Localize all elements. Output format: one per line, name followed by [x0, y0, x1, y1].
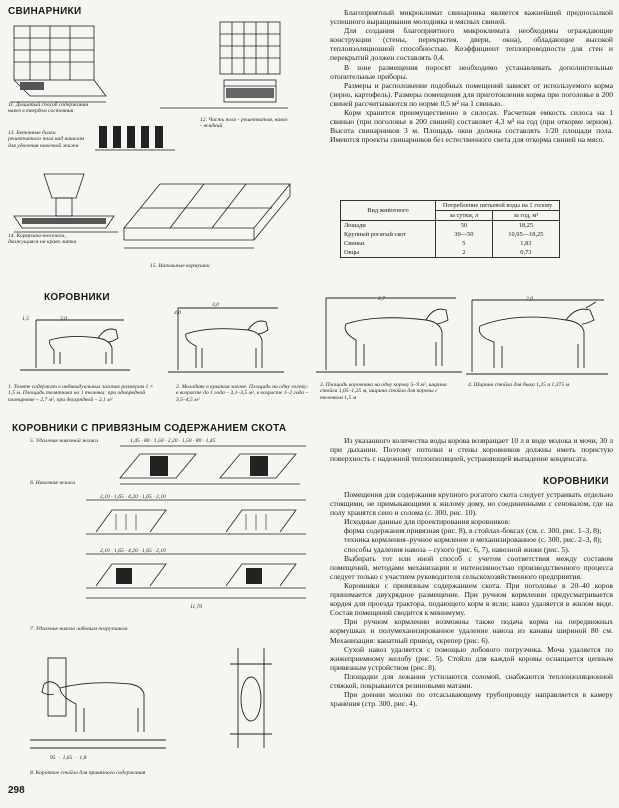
- calf-dim-width: 1,5: [22, 316, 29, 322]
- fig11-pig-pen-drawing: [10, 18, 110, 106]
- dim: 2,10: [156, 548, 166, 554]
- right-top-text: [330, 8, 613, 144]
- dim: 4,20: [128, 494, 138, 500]
- cow-dim-length: 2,7: [378, 296, 385, 302]
- dim: 2,10: [156, 494, 166, 500]
- pigs-section-title: СВИНАРНИКИ: [8, 6, 82, 17]
- tethered-section-title: КОРОВНИКИ С ПРИВЯЗНЫМ СОДЕРЖАНИЕМ СКОТА: [12, 423, 287, 434]
- dim: 2,10: [100, 548, 110, 554]
- paragraph: Выбирать тот или иной способ с учетом соответствия между составом помещений, методами механизации и интенсивностью производственного процесса следует только с участием руководителя сельскохозяйственного предприятия.: [330, 553, 613, 581]
- fig1-calf-drawing: [20, 312, 140, 382]
- paragraph: Из указанного количества воды корова возвращает 10 л в виде молока и мочи, 30 л при дыхании. Поэтому потолки и стены коровников должны иметь пористую поверхность с надежной теплоизоляцией, устраняющей выпадение конденсата.: [330, 436, 613, 464]
- table-header-need: Потребление питьевой воды на 1 голову: [436, 201, 560, 211]
- caption-14: 14. Кормушка-тележка, движущаяся на краях литки: [8, 233, 77, 246]
- paragraph: форма содержания привязная (рис. 8), в стойлах-боксах (см. с. 300, рис. 1–3, 8);: [344, 526, 602, 536]
- fig8-dims: 95 · 1,65 · 1,8: [50, 755, 87, 761]
- fig6-dims: 2,10 · 1,65 · 4,20 · 1,65 · 2,10: [100, 494, 166, 500]
- dim: 4,20: [128, 548, 138, 554]
- table-cell: Овцы: [341, 248, 436, 258]
- paragraph: Благоприятный микроклимат свинарника является важнейшей предпосылкой успешного выращивания молодняка и мясных свиней.: [330, 8, 613, 27]
- table-cell: 5: [436, 239, 493, 248]
- table-cell: 2: [436, 248, 493, 258]
- fig3-cow-drawing: [316, 290, 466, 382]
- dim: 1,65: [142, 494, 152, 500]
- table-row: [341, 239, 560, 248]
- paragraph: Помещения для содержания крупного рогатого скота следует устраивать отдельно стоящими, не примыкающими к жилому дому, но соединенными с сеновалом, где на полу хранятся сено и солома (с. 300, рис. 10).: [330, 490, 613, 518]
- caption-k8: 8. Короткое стойло для привязного содержания: [30, 770, 146, 776]
- right-bottom-text: [330, 490, 613, 708]
- fig15-floor-feeders-drawing: [120, 168, 295, 258]
- caption-k6: 6. Навозная жижа: [30, 480, 76, 486]
- caption-k7: 7. Удаление навоза лобовым погрузчиком: [30, 626, 128, 632]
- table-row: [341, 221, 560, 231]
- fig13-beams-drawing: [95, 112, 185, 152]
- water-consumption-table: [340, 200, 560, 258]
- table-cell: Лошади: [341, 221, 436, 231]
- table-cell: 50: [436, 221, 493, 231]
- table-cell: 1,83: [492, 239, 559, 248]
- table-cell: 30—50: [436, 230, 493, 239]
- total-dim: 11,70: [190, 604, 203, 610]
- table-row: [341, 248, 560, 258]
- fig2-heifer-drawing: [168, 300, 288, 382]
- caption-13: 13. Бетонные балки решетчатого пола над каналом для удаления навозной жижи: [8, 130, 85, 149]
- right-mid-text: [330, 436, 613, 463]
- table-header-year: за год, м³: [492, 211, 559, 221]
- fig7-dims: 2,10 · 1,65 · 4,20 · 1,65 · 2,10: [100, 548, 166, 554]
- paragraph: Размеры и расположение подобных помещений зависят от используемого корма (зерно, картофель). Размеры помещения для приготовления корма при поголовье в 200 свиней рассчитываются по норме 0,5 м² на 1 свинью.: [330, 80, 613, 108]
- table-row: [341, 230, 560, 239]
- dim: 1,65: [142, 548, 152, 554]
- dim: 80: [144, 438, 150, 444]
- caption-k5: 5. Удаление навозной жижи: [30, 438, 99, 444]
- caption-15: 15. Напольные кормушки: [150, 263, 210, 269]
- dim: 2,20: [167, 438, 178, 444]
- fig14-feeder-cart-drawing: [14, 168, 124, 238]
- dim: 2,10: [100, 494, 110, 500]
- caption-k1: 1. Теляте содержат в индивидуальных загонах размером 1 × 1,5 м. Площадь телятника на 1 теленка: при однорядной планировке – 2,7 м², при двухрядной – 2,1 м²: [8, 384, 154, 403]
- fig8-posts-drawing: [224, 644, 284, 756]
- dim: 1,65: [62, 755, 73, 761]
- paragraph: Площадки для лежания устилаются соломой, снабжаются теплоизоляционной стяжкой, покрываются резиновыми матами.: [330, 671, 613, 690]
- heifer-dim-length: 3,0: [212, 302, 219, 308]
- caption-k4: 4. Ширина стойла для быка 1,25 и 1,375 м: [468, 382, 570, 388]
- dim: 1,65: [114, 494, 124, 500]
- fig4-bull-drawing: [466, 292, 612, 382]
- paragraph: Коровники с привязным содержанием скота. При поголовье в 20–40 коров принимается двухрядное размещение. При ручном кормлении предусматривается кордея для проезда трактора, подающего корм в ясли; навоз удаляется в жилом виде. Состав помещений сводится к минимуму.: [330, 580, 613, 618]
- paragraph: В зоне размещения поросят необходимо устанавливать дополнительные отопительные приборы.: [330, 62, 613, 81]
- table-cell: 18,25: [492, 221, 559, 231]
- paragraph: Для создания благоприятного микроклимата необходимы ограждающие конструкции (стены, перекрытия, двери, окна), обладающие высокой теплоизоляционной способностью. Коэффициент теплопроводности для стен и перекрытий должен составлять 0,4.: [330, 26, 613, 63]
- page-number: 298: [8, 785, 25, 796]
- paragraph: техника кормления–ручное кормление и механизированное (с. 300, рис. 2–3, 8);: [344, 535, 602, 545]
- dim: 1,50: [153, 438, 164, 444]
- caption-12: 12. Часть пола - решетчатая, навоз - жидкий: [200, 117, 288, 130]
- paragraph: При ручном кормлении возможны также подача корма на передвижных кормушках и полумеханизированное удаление навоза из канавы шириной 80 см. Механизация: канатный привод, скрепер (рис. 6).: [330, 617, 613, 645]
- dim: 80: [195, 438, 202, 444]
- paragraph: При доении молоко по отсасывающему трубопроводу направляется в камеру хранения (стр. 300, рис. 4).: [330, 690, 613, 709]
- fig12-pig-pen-drawing: [160, 16, 290, 114]
- cows-right-section-title: КОРОВНИКИ: [543, 476, 609, 487]
- dim: 1,65: [114, 548, 124, 554]
- bull-dim-length: 2,0: [526, 296, 533, 302]
- table-header-day: за сутки, л: [436, 211, 493, 221]
- dim: 95: [50, 755, 56, 761]
- paragraph: Корм хранится преимущественно в силосах. Расчетная емкость силоса на 1 свинью (при поголовье в 200 свиней) составляет 4,3 м³ на год (при откорме зерном). Высота свинарников 3 м. Площадь окон должна составлять 1/20 площади пола. Имеются проекты свинарников без естественного света для откорма свиней на мясо.: [330, 108, 613, 145]
- paragraph: Исходные данные для проектирования коровников:: [344, 517, 511, 527]
- dim: 1,45: [130, 438, 140, 444]
- dim: 1,50: [181, 438, 192, 444]
- heifer-dim-width: 4,0: [174, 310, 181, 316]
- dim: 1,45: [205, 438, 216, 444]
- caption-k3: 3. Площадь коровника на одну корову 5–9 м², ширина стойла 1,05–1,25 м, ширина стойла для коровы с теленком 1,5 м: [320, 382, 447, 401]
- caption-11: 11. Дощатый способ содержания навоз в твердом состоянии: [8, 102, 89, 115]
- caption-k2: 2. Молодняк в крытом загоне. Площадь на одну голову: в возрасте до 1 года – 3,1–3,5 м², в возрасте 1–2 года – 3,5–4,5 м²: [176, 384, 309, 403]
- paragraph: способы удаления навоза – сухого (рис. 6, 7), навозной жижи (рис. 5).: [344, 544, 570, 554]
- calf-dim-length: 3,0: [60, 316, 67, 322]
- table-cell: Свиньи: [341, 239, 436, 248]
- table-cell: Крупный рогатый скот: [341, 230, 436, 239]
- paragraph: Сухой навоз удаляется с помощью лобового погрузчика. Моча удаляется по жижеприемному желобу (рис. 5). Стойло для каждой коровы оснащается цепным привязным устройством (рис. 8).: [330, 644, 613, 672]
- fig5-dims: 1,45 · 80 · 1,50 · 2,20 · 1,50 · 80 · 1,45: [130, 438, 216, 444]
- dim: 1,8: [79, 755, 87, 761]
- cows-section-title: КОРОВНИКИ: [44, 292, 110, 303]
- table-header-animal: Вид животного: [341, 201, 436, 221]
- table-cell: 10,95—18,25: [492, 230, 559, 239]
- table-cell: 0,73: [492, 248, 559, 258]
